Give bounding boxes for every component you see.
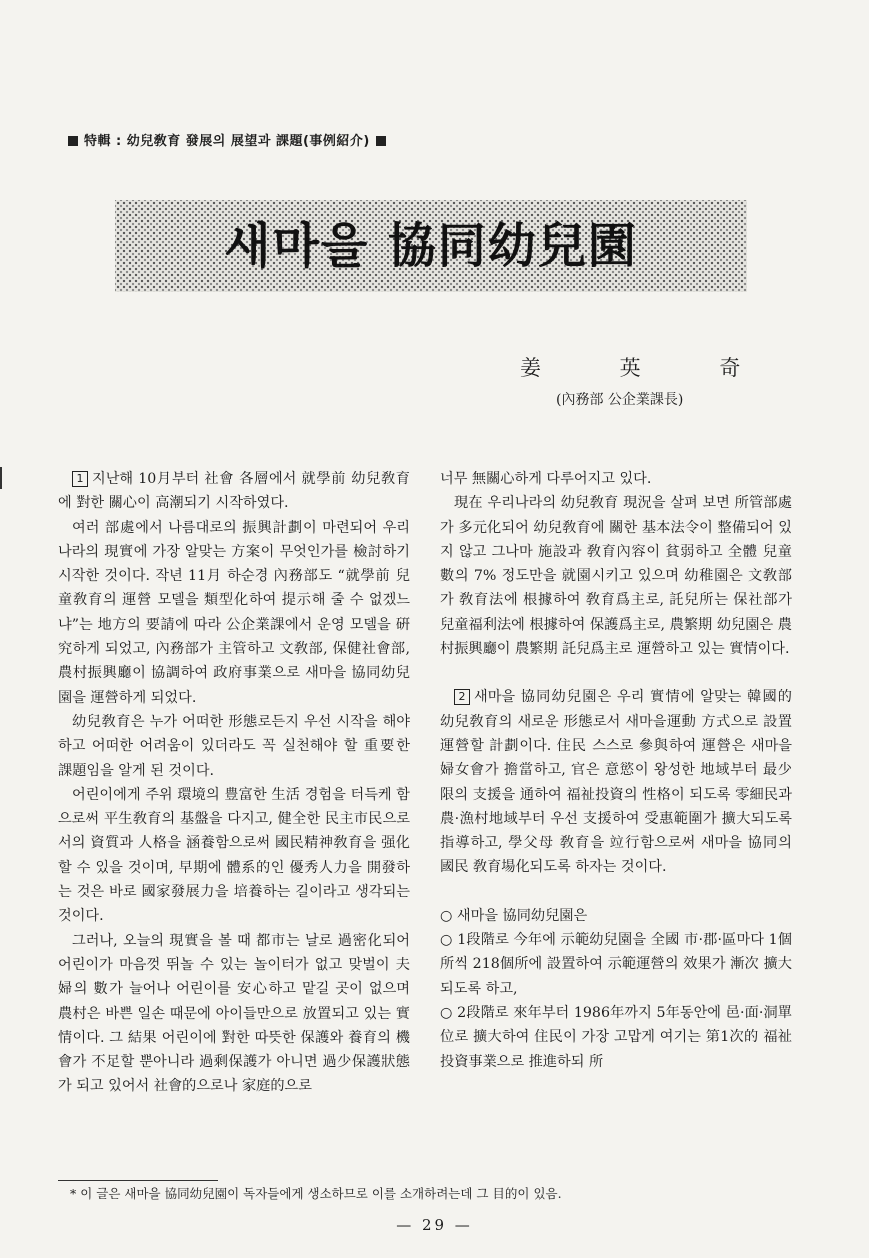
author-name: 姜 英 奇 — [520, 356, 777, 380]
paragraph-text: 어린이에게 주위 環境의 豊富한 生活 경험을 터득케 함으로써 平生敎育의 基盤을 다지고, 健全한 民主市民으로서의 資質과 人格을 涵養함으로써 國民精神敎育을 强化할 수 있을 것이며, 早期에 體系的인 優秀人力을 開發하는 것은 바로 國家發展力을 培養하는 길이라고 생각되는 것이다. — [58, 786, 410, 925]
paragraph-gap — [440, 661, 792, 685]
paragraph — [58, 710, 410, 783]
paragraph-text: ○ 1段階로 今年에 示範幼兒園을 全國 市·郡·區마다 1個所씩 218個所에 設置하여 示範運營의 效果가 漸次 擴大되도록 하고, — [440, 932, 792, 997]
author-affiliation: (內務部 公企業課長) — [556, 392, 684, 408]
section-number-box: 2 — [454, 689, 470, 705]
paragraph-text: 現在 우리나라의 幼兒敎育 現況을 살펴 보면 所管部處가 多元化되어 幼兒敎育에 關한 基本法令이 整備되어 있지 않고 그나마 施設과 敎育內容이 貧弱하고 全體 兒童數의 7% 정도만을 就園시키고 있으며 幼稚園은 文敎部가 敎育法에 根據하여 敎育爲主로, 託兒所는 保社部가 兒童福利法에 根據하여 保護爲主로, 農繁期 幼兒園은 農村振興廳이 農繁期 託兒爲主로 運營하고 있는 實情이다. — [440, 495, 792, 658]
footnote-rule — [58, 1180, 218, 1181]
paragraph-text: ○ 새마을 協同幼兒園은 — [440, 907, 588, 924]
paragraph-text: 새마을 協同幼兒園은 우리 實情에 알맞는 韓國的 幼兒敎育의 새로운 形態로서 새마을運動 方式으로 設置運營할 計劃이다. 住民 스스로 參與하여 運營은 새마을 婦女會가 擔當하고, 官은 意慾이 왕성한 地域부터 最少限의 支援을 通하여 福祉投資의 性格이 되도록 零細民과 農·漁村地域부터 우선 支援하여 受惠範圍가 擴大되도록 指導하고, 學父母 敎育을 竝行함으로써 새마을 協同의 國民 敎育場化되도록 하자는 것이다. — [440, 689, 792, 876]
paragraph-text: 지난해 10月부터 社會 各層에서 就學前 幼兒敎育에 對한 關心이 高潮되기 시작하였다. — [58, 471, 410, 512]
series-header — [62, 130, 392, 149]
paragraph — [440, 491, 792, 661]
paragraph-gap — [440, 880, 792, 904]
paragraph — [58, 929, 410, 1099]
paragraph — [440, 928, 792, 1001]
paragraph-text: 여러 部處에서 나름대로의 振興計劃이 마련되어 우리나라의 現實에 가장 알맞는 方案이 무엇인가를 檢討하기 시작한 것이다. 작년 11月 하순경 內務部도 “就學前 兒童敎育의 運營 모델을 類型化하여 提示해 줄 수 없겠느냐”는 地方의 要請에 따라 公企業課에서 운영 모델을 硏究하게 되었고, 內務部가 主管하고 文敎部, 保健社會部, 農村振興廳이 協調하여 政府事業으로 새마을 協同幼兒園을 運營하게 되었다. — [58, 519, 410, 706]
paragraph-text: 그러나, 오늘의 現實을 볼 때 都市는 날로 過密化되어 어린이가 마음껏 뛰놀 수 있는 놀이터가 없고 맞벌이 夫婦의 數가 늘어나 어린이를 安心하고 맡길 곳이 없으며 農村은 바쁜 일손 때문에 아이들만으로 放置되고 있는 實情이다. 그 結果 어린이에 對한 따뜻한 保護와 養育의 機會가 不足할 뿐아니라 過剩保護가 아니면 過少保護狀態가 되고 있어서 社會的으로나 家庭的으로 — [58, 932, 410, 1095]
page-number: — 29 — — [396, 1216, 473, 1234]
square-bullet-icon — [68, 136, 78, 146]
right-column — [440, 467, 792, 1074]
paragraph — [58, 467, 410, 516]
series-title: 特輯 : 幼兒敎育 發展의 展望과 課題(事例紹介) — [84, 134, 370, 149]
article-title: 새마을 協同幼兒園 — [224, 218, 638, 274]
paragraph — [58, 516, 410, 710]
paragraph — [440, 1001, 792, 1074]
footnote: * 이 글은 새마을 協同幼兒園이 독자들에게 생소하므로 이를 소개하려는데 그 目的이 있음. — [70, 1186, 562, 1201]
paragraph — [440, 904, 792, 928]
paragraph — [58, 783, 410, 929]
paragraph-text: ○ 2段階로 來年부터 1986年까지 5年동안에 邑·面·洞單位로 擴大하여 住民이 가장 고맙게 여기는 第1次的 福祉投資事業으로 推進하되 所 — [440, 1004, 792, 1070]
paragraph — [440, 685, 792, 879]
paragraph-text: 幼兒敎育은 누가 어떠한 形態로든지 우선 시작을 해야하고 어떠한 어려움이 있더라도 꼭 실천해야 할 重要한 課題임을 알게 된 것이다. — [58, 713, 410, 779]
paragraph-text: 너무 無關心하게 다루어지고 있다. — [440, 471, 652, 487]
section-number-box: 1 — [72, 471, 88, 487]
square-bullet-icon — [376, 136, 386, 146]
margin-mark — [0, 467, 2, 489]
left-column — [58, 467, 410, 1099]
paragraph — [440, 467, 792, 491]
